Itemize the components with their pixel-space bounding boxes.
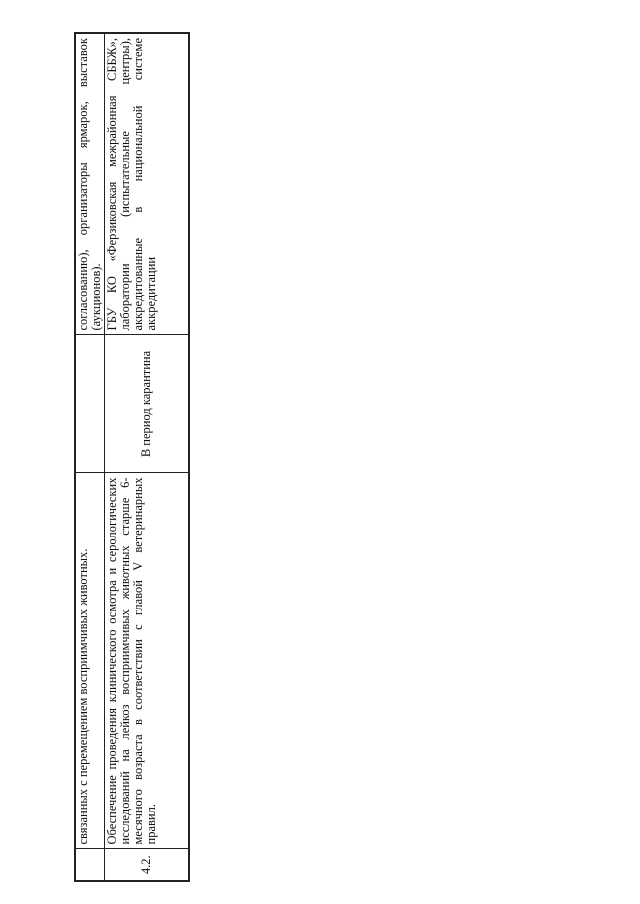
event-cell: связанных с перемещением восприимчивых животных. [75, 473, 105, 849]
event-cell: Обеспечение проведения клинического осмотра и серологических исследований на лейкоз восприимчивых животных старше 6-месячного возраста в соответствии с главой V ветеринарных правил. [105, 473, 189, 849]
table-row [75, 33, 105, 881]
measures-table [74, 32, 190, 882]
responsible-cell: согласованию), организаторы ярмарок, выставок (аукционов). [75, 33, 105, 335]
table-row [105, 33, 189, 881]
term-cell: В период карантина [105, 335, 189, 473]
rotated-page [74, 34, 182, 882]
responsible-cell: ГБУ КО «Ферзиковская межрайонная СББЖ», лаборатории (испытательные центры), аккредитованные в национальной системе аккредитации [105, 33, 189, 335]
term-cell [75, 335, 105, 473]
row-number-cell [75, 849, 105, 881]
row-number-cell: 4.2. [105, 849, 189, 881]
